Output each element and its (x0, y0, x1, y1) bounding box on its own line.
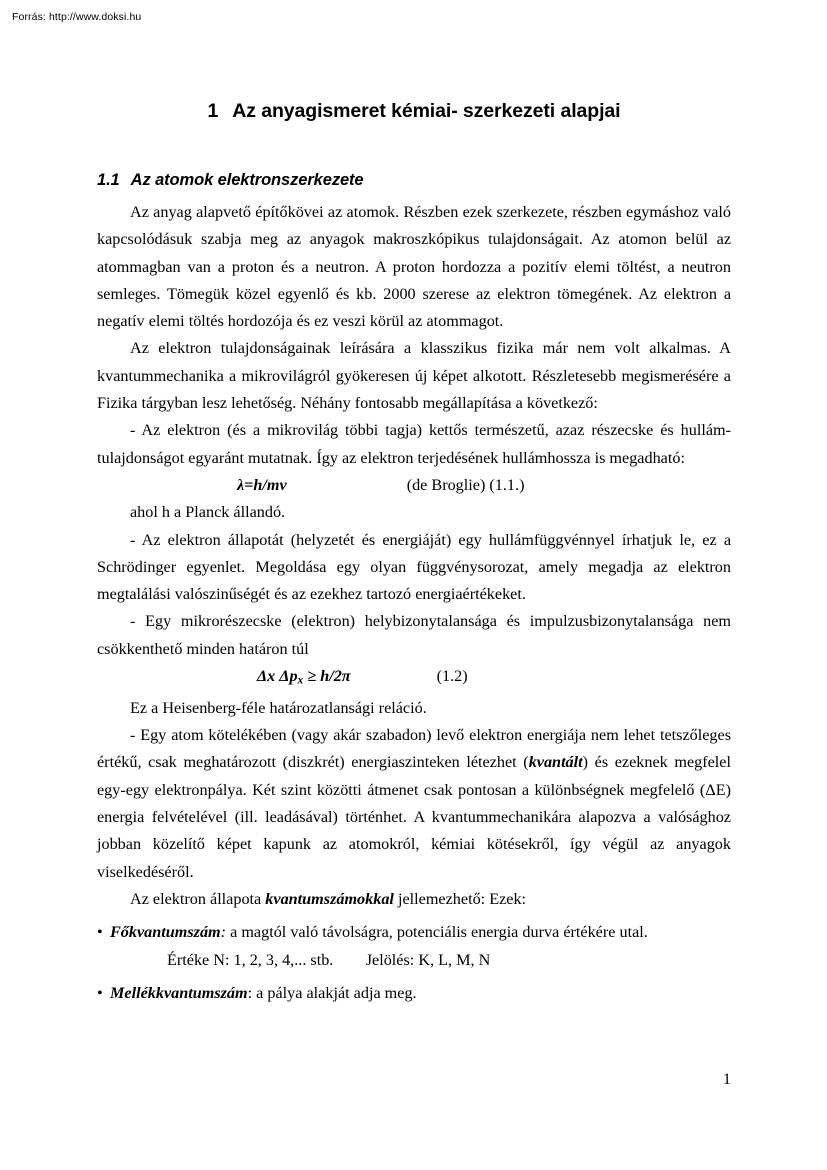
paragraph-6: - Egy mikrorészecske (elektron) helybizonytalansága és impulzusbizonytalansága nem csökkenthető minden határon túl (97, 612, 731, 658)
equation-heisenberg-subscript: x (297, 674, 304, 687)
paragraph-9-part-b: jellemezhető: Ezek: (393, 889, 527, 908)
paragraph-3: - Az elektron (és a mikrovilág többi tagja) kettős természetű, azaz részecske és hullám-tulajdonságot egyaránt mutatnak. Így az elektron terjedésének hullámhossza is megadható: (97, 421, 731, 467)
paragraph-8 (97, 722, 731, 886)
document-content (97, 100, 731, 1007)
paragraph-9 (97, 886, 731, 913)
list-item-detail: Értéke N: 1, 2, 3, 4,... stb. Jelölés: K, L, M, N (167, 950, 491, 969)
equation-de-broglie-formula: λ=h/mv (237, 475, 287, 494)
source-url-header: Forrás: http://www.doksi.hu (12, 11, 142, 23)
paragraph-1: Az anyag alapvető építőkövei az atomok. Részben ezek szerkezete, részben egymáshoz való kapcsolódásuk szabja meg az anyagok makroszkópikus tulajdonságait. Az atomon belül az atommagban van a proton és a neutron. A proton hordozza a pozitív elemi töltést, a neutron semleges. Tömegük közel egyenlő és kb. 2000 szerese az elektron tömegének. Az elektron a negatív elemi töltés hordozója és ez veszi körül az atommagot. (97, 203, 731, 331)
paragraph-2: Az elektron tulajdonságainak leírására a klasszikus fizika már nem volt alkalmas. A kvantummechanika a mikrovilágról gyökeresen új képet alkotott. Részletesebb megismerésére a Fizika tárgyban lesz lehetőség. Néhány fontosabb megállapítása a következő: (97, 339, 731, 413)
paragraph-4: ahol h a Planck állandó. (130, 503, 286, 522)
equation-heisenberg-tag: (1.2) (436, 667, 468, 686)
bullet-term-punct: : (247, 983, 253, 1002)
section-title: Az atomok elektronszerkezete (130, 171, 364, 189)
chapter-title: Az anyagismeret kémiai- szerkezeti alapjai (232, 100, 621, 122)
chapter-number: 1 (207, 100, 219, 122)
section-number: 1.1 (97, 171, 120, 189)
bullet-term-mellekkvantumszam: Mellékkvantumszám (110, 983, 248, 1002)
equation-heisenberg-formula (257, 663, 351, 695)
paragraph-5: - Az elektron állapotát (helyzetét és energiáját) egy hullámfüggvénnyel írhatjuk le, ez a Schrödinger egyenlet. Megoldása egy olyan függvénysorozat, amely megadja az elektron megtalálási valószinűségét és az ezekhez tartozó energiaértékeket. (97, 530, 731, 604)
bullet-text: a pálya alakját adja meg. (252, 983, 417, 1002)
equation-heisenberg-lead: Δx Δp (257, 667, 298, 686)
section-heading (97, 171, 731, 190)
paragraph-8-part-a: - Egy atom kötelékében (vagy akár szabadon) levő elektron energiája nem lehet tetszőleges értékű, csak meghatározott (diszkrét) energiaszinteken létezhet ( (97, 726, 731, 772)
list-item (97, 980, 731, 1007)
emphasis-kvantumszamokkal: kvantumszámokkal (265, 889, 394, 908)
paragraph-7: Ez a Heisenberg-féle határozatlansági reláció. (130, 698, 427, 717)
bullet-icon: • (97, 983, 103, 1002)
equation-heisenberg (97, 663, 731, 695)
bullet-text: a magtól való távolságra, potenciális energia durva értékére utal. (226, 923, 648, 942)
equation-de-broglie-tag: (de Broglie) (1.1.) (406, 475, 525, 494)
page-number: 1 (722, 1070, 731, 1088)
equation-heisenberg-tail: ≥ h/2π (303, 667, 351, 686)
bullet-icon: • (97, 923, 103, 942)
paragraph-8-part-b: ) és ezeknek megfelel egy-egy elektronpálya. Két szint közötti átmenet csak pontosan a különbségnek megfelelő (ΔE) energia felvételével (ill. leadásával) történhet. A kvantummechanikára alapozva a valósághoz jobban közelítő képet kapunk az atomokról, kémiai kötésekről, így végül az anyagok viselkedéséről. (97, 753, 731, 881)
emphasis-kvantalt: kvantált (528, 753, 583, 772)
list-item (97, 919, 731, 946)
chapter-heading (97, 100, 731, 123)
equation-de-broglie (97, 472, 731, 499)
paragraph-9-part-a: Az elektron állapota (130, 889, 266, 908)
bullet-term-fokvantumszam: Főkvantumszám (110, 923, 221, 942)
bullet-term-punct: : (220, 923, 227, 942)
